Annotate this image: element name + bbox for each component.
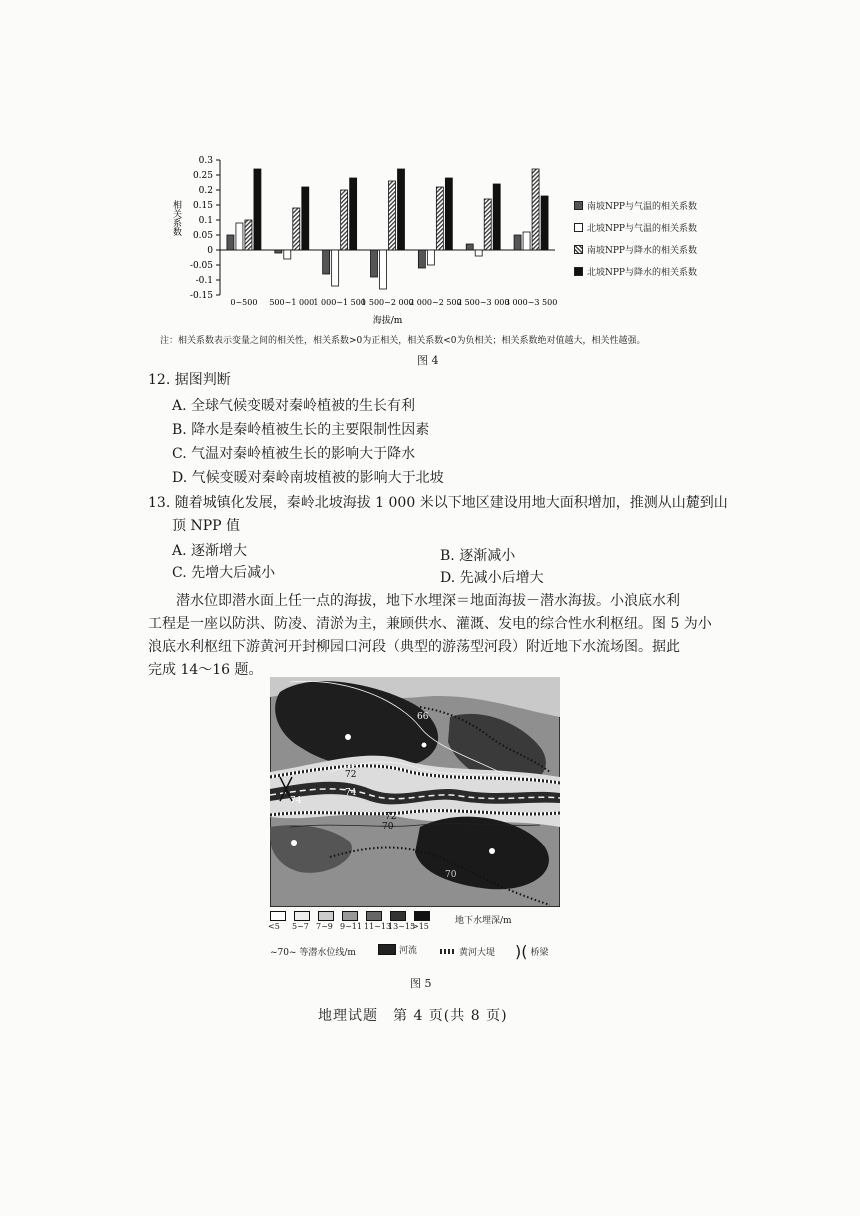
y-tick-label: -0.05: [189, 261, 213, 271]
bar: [532, 169, 539, 250]
q13-option-b: B. 逐渐减小: [440, 548, 516, 564]
q12-option-a: A. 全球气候变暖对秦岭植被的生长有利: [172, 398, 416, 414]
bar: [323, 250, 330, 274]
contour-label: 72: [385, 812, 397, 822]
q13-stem-line2: 顶 NPP 值: [172, 518, 240, 534]
bridge-legend: )( 桥梁: [515, 942, 549, 961]
y-tick-label: -0.15: [189, 291, 213, 301]
q12-option-b: B. 降水是秦岭植被生长的主要限制性因素: [172, 422, 430, 438]
bar: [436, 187, 443, 250]
bar: [445, 178, 452, 250]
bar: [254, 169, 261, 250]
legend-south-precip: 南坡NPP与降水的相关系数: [574, 243, 697, 256]
bar: [484, 199, 491, 250]
y-tick-label: 0.25: [192, 171, 213, 181]
contour-label: 74: [290, 796, 302, 806]
contour-legend: ~70~ 等潜水位线/m: [270, 948, 356, 958]
bar: [332, 250, 339, 286]
depth-swatch: [366, 911, 382, 921]
depth-class-label: 9~11: [340, 922, 362, 931]
depth-legend-title: 地下水埋深/m: [455, 916, 512, 926]
figure5-groundwater-map: [270, 677, 560, 907]
contour-label: 72: [345, 770, 357, 780]
y-tick-label: 0.05: [192, 231, 213, 241]
figure5-caption: 图 5: [410, 977, 432, 990]
y-axis-label: 相关系数: [171, 200, 181, 236]
legend-swatch: [574, 245, 583, 254]
depth-class-label: 5~7: [292, 922, 309, 931]
legend-swatch: [574, 201, 583, 210]
contour-label: 70: [382, 822, 394, 832]
depth-swatch: [318, 911, 334, 921]
y-tick-label: -0.1: [195, 276, 213, 286]
bar: [427, 250, 434, 265]
bar: [398, 169, 405, 250]
q13-option-c: C. 先增大后减小: [172, 565, 276, 581]
x-tick-label: 0~500: [230, 298, 258, 307]
depth-swatch: [414, 911, 430, 921]
sample-point: [291, 840, 297, 846]
figure4-bar-chart: [160, 150, 720, 330]
bar: [475, 250, 482, 256]
y-tick-label: 0.3: [198, 156, 213, 166]
depth-swatch: [342, 911, 358, 921]
q13-stem-line1: 13. 随着城镇化发展，秦岭北坡海拔 1 000 米以下地区建设用地大面积增加，推测从山麓到山: [148, 495, 728, 511]
bar: [380, 250, 387, 289]
bar: [227, 235, 234, 250]
figure4-caption: 图 4: [417, 354, 439, 367]
legend-north-temp: 北坡NPP与气温的相关系数: [574, 221, 697, 234]
x-axis-label: 海拔/m: [372, 316, 403, 326]
contour-label: 66: [417, 712, 429, 722]
q12-option-c: C. 气温对秦岭植被生长的影响大于降水: [172, 446, 416, 462]
q12-stem: 12. 据图判断: [148, 372, 231, 388]
depth-class-label: >15: [412, 922, 429, 931]
x-tick-label: 500~1 000: [269, 298, 315, 307]
passage-line3: 浪底水利枢纽下游黄河开封柳园口河段（典型的游荡型河段）附近地下水流场图。据此: [148, 639, 680, 655]
passage-line1: 潜水位即潜水面上任一点的海拔，地下水埋深＝地面海拔－潜水海拔。小浪底水利: [176, 593, 680, 609]
x-tick-label: 1 000~1 500: [313, 298, 366, 307]
depth-swatch: [390, 911, 406, 921]
bar: [466, 244, 473, 250]
depth-class-label: 7~9: [316, 922, 333, 931]
depth-class-label: <5: [268, 922, 280, 931]
bar: [275, 250, 282, 253]
passage-line4: 完成 14～16 题。: [148, 662, 263, 678]
legend-swatch: [574, 223, 583, 232]
y-tick-label: 0.1: [198, 216, 213, 226]
legend-swatch: [574, 267, 583, 276]
x-tick-label: 2 000~2 500: [409, 298, 462, 307]
bar: [371, 250, 378, 277]
levee-swatch: [440, 949, 456, 954]
contour-label: 70: [445, 870, 457, 880]
bar: [514, 235, 521, 250]
x-tick-label: 2 500~3 000: [456, 298, 510, 307]
q12-option-d: D. 气候变暖对秦岭南坡植被的影响大于北坡: [172, 470, 444, 486]
passage-line2: 工程是一座以防洪、防凌、清淤为主，兼顾供水、灌溉、发电的综合性水利枢纽。图 5 为小: [148, 616, 712, 632]
bridge-icon: )(: [515, 942, 528, 961]
x-tick-label: 3 000~3 500: [504, 298, 558, 307]
bar: [493, 184, 500, 250]
bar: [541, 196, 548, 250]
bar: [389, 181, 396, 250]
legend-south-temp: 南坡NPP与气温的相关系数: [574, 199, 697, 212]
bar: [350, 178, 357, 250]
bar: [418, 250, 425, 268]
bar: [302, 187, 309, 250]
sample-point: [345, 734, 351, 740]
x-tick-label: 1 500~2 000: [361, 298, 414, 307]
q13-option-a: A. 逐渐增大: [172, 543, 248, 559]
sample-point: [489, 848, 495, 854]
y-tick-label: 0: [207, 246, 213, 256]
figure4-note: 注：相关系数表示变量之间的相关性，相关系数>0为正相关，相关系数<0为负相关；相关系数绝对值越大，相关性越强。: [160, 336, 646, 346]
depth-class-label: 11~13: [364, 922, 392, 931]
page-footer: 地理试题 第 4 页(共 8 页): [318, 1008, 508, 1024]
y-tick-label: 0.15: [192, 201, 213, 211]
levee-legend: 黄河大堤: [440, 945, 495, 958]
river-swatch: [378, 944, 396, 955]
y-tick-label: 0.2: [198, 186, 213, 196]
bar: [245, 220, 252, 250]
bar: [293, 208, 300, 250]
river-legend: 河流: [378, 943, 417, 956]
bar: [236, 223, 243, 250]
sample-point: [421, 742, 427, 748]
depth-swatch: [270, 911, 286, 921]
bar: [284, 250, 291, 259]
figure5-depth-legend: [270, 911, 570, 937]
legend-north-precip: 北坡NPP与降水的相关系数: [574, 265, 697, 278]
contour-label: 74: [345, 788, 357, 798]
q13-option-d: D. 先减小后增大: [440, 570, 544, 586]
depth-swatch: [294, 911, 310, 921]
bar: [523, 232, 530, 250]
bar: [341, 190, 348, 250]
depth-class-label: 13~15: [388, 922, 416, 931]
